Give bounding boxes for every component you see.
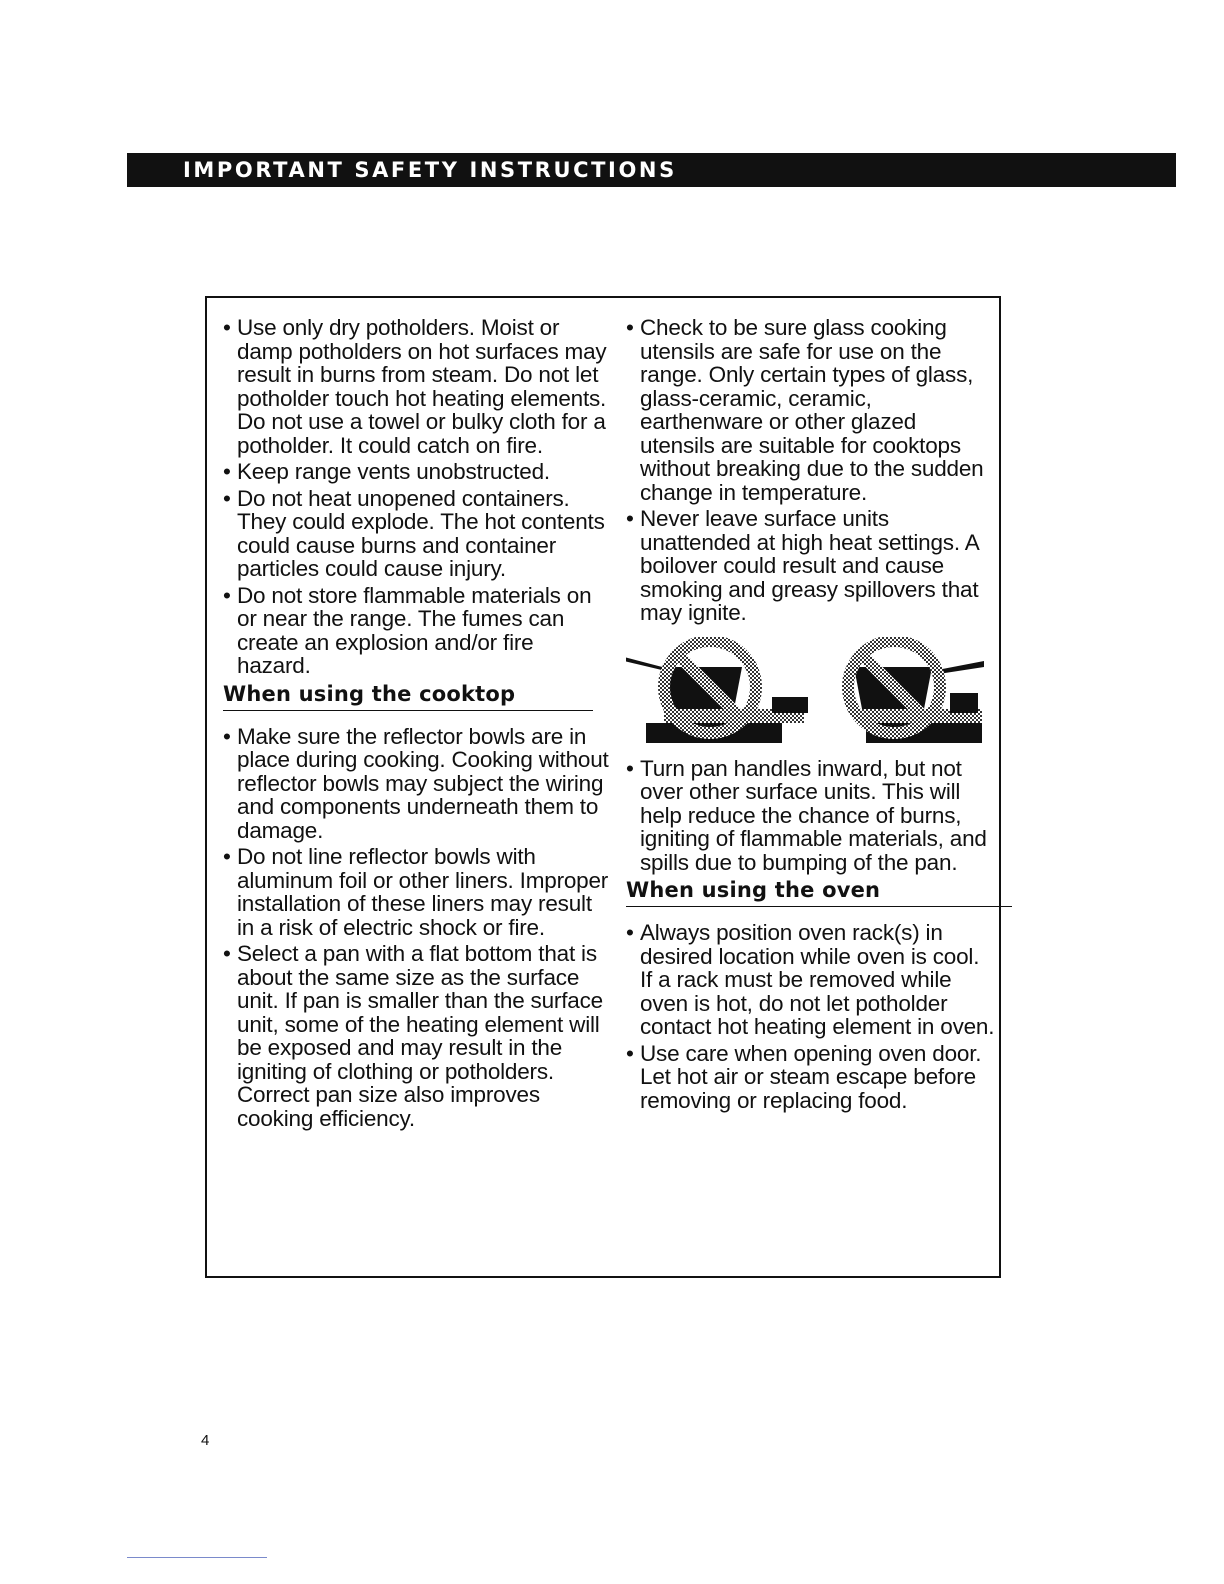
list-item: • Keep range vents unobstructed.: [223, 460, 613, 484]
header-bar: [127, 153, 1176, 187]
list-item: • Do not store flammable materials on or near the range. The fumes can create an explosion and/or fire hazard.: [223, 584, 613, 678]
page-title: IMPORTANT SAFETY INSTRUCTIONS: [183, 158, 677, 182]
list-item: • Select a pan with a flat bottom that is about the same size as the surface unit. If pan is smaller than the surface unit, some of the heating element will be exposed and may result in the igniting of clothing or potholders. Correct pan size also improves cooking efficiency.: [223, 942, 613, 1130]
left-column: [223, 316, 613, 1133]
page-number: 4: [201, 1432, 210, 1449]
no-handle-outward-pan-icon: [626, 641, 808, 743]
pan-handle-illustration: [626, 637, 986, 749]
list-item: • Never leave surface units unattended at high heat settings. A boilover could result and cause smoking and greasy spillovers that may ignite.: [626, 507, 996, 625]
list-item: • Use care when opening oven door. Let hot air or steam escape before removing or replacing food.: [626, 1042, 996, 1113]
list-item: • Make sure the reflector bowls are in place during cooking. Cooking without reflector bowls may subject the wiring and components underneath them to damage.: [223, 725, 613, 843]
list-item: • Use only dry potholders. Moist or damp potholders on hot surfaces may result in burns from steam. Do not let potholder touch hot heating elements. Do not use a towel or bulky cloth for a potholder. It could catch on fire.: [223, 316, 613, 457]
right-column: [626, 316, 996, 1115]
list-item: • Do not line reflector bowls with aluminum foil or other liners. Improper installation of these liners may result in a risk of electric shock or fire.: [223, 845, 613, 939]
no-handle-over-unit-pan-icon: [848, 641, 984, 743]
list-item: • Always position oven rack(s) in desired location while oven is cool. If a rack must be removed while oven is hot, do not let potholder contact hot heating element in oven.: [626, 921, 996, 1039]
footer-rule: [127, 1557, 267, 1558]
list-item: • Turn pan handles inward, but not over other surface units. This will help reduce the chance of burns, igniting of flammable materials, and spills due to bumping of the pan.: [626, 757, 996, 875]
list-item: • Check to be sure glass cooking utensils are safe for use on the range. Only certain types of glass, glass-ceramic, ceramic, earthenware or other glazed utensils are suitable for cooktops without breaking due to the sudden change in temperature.: [626, 316, 996, 504]
oven-section-heading: When using the oven: [626, 877, 1012, 907]
safety-instructions-box: [205, 296, 1001, 1278]
list-item: • Do not heat unopened containers. They could explode. The hot contents could cause burns and container particles could cause injury.: [223, 487, 613, 581]
cooktop-section-heading: When using the cooktop: [223, 681, 593, 711]
